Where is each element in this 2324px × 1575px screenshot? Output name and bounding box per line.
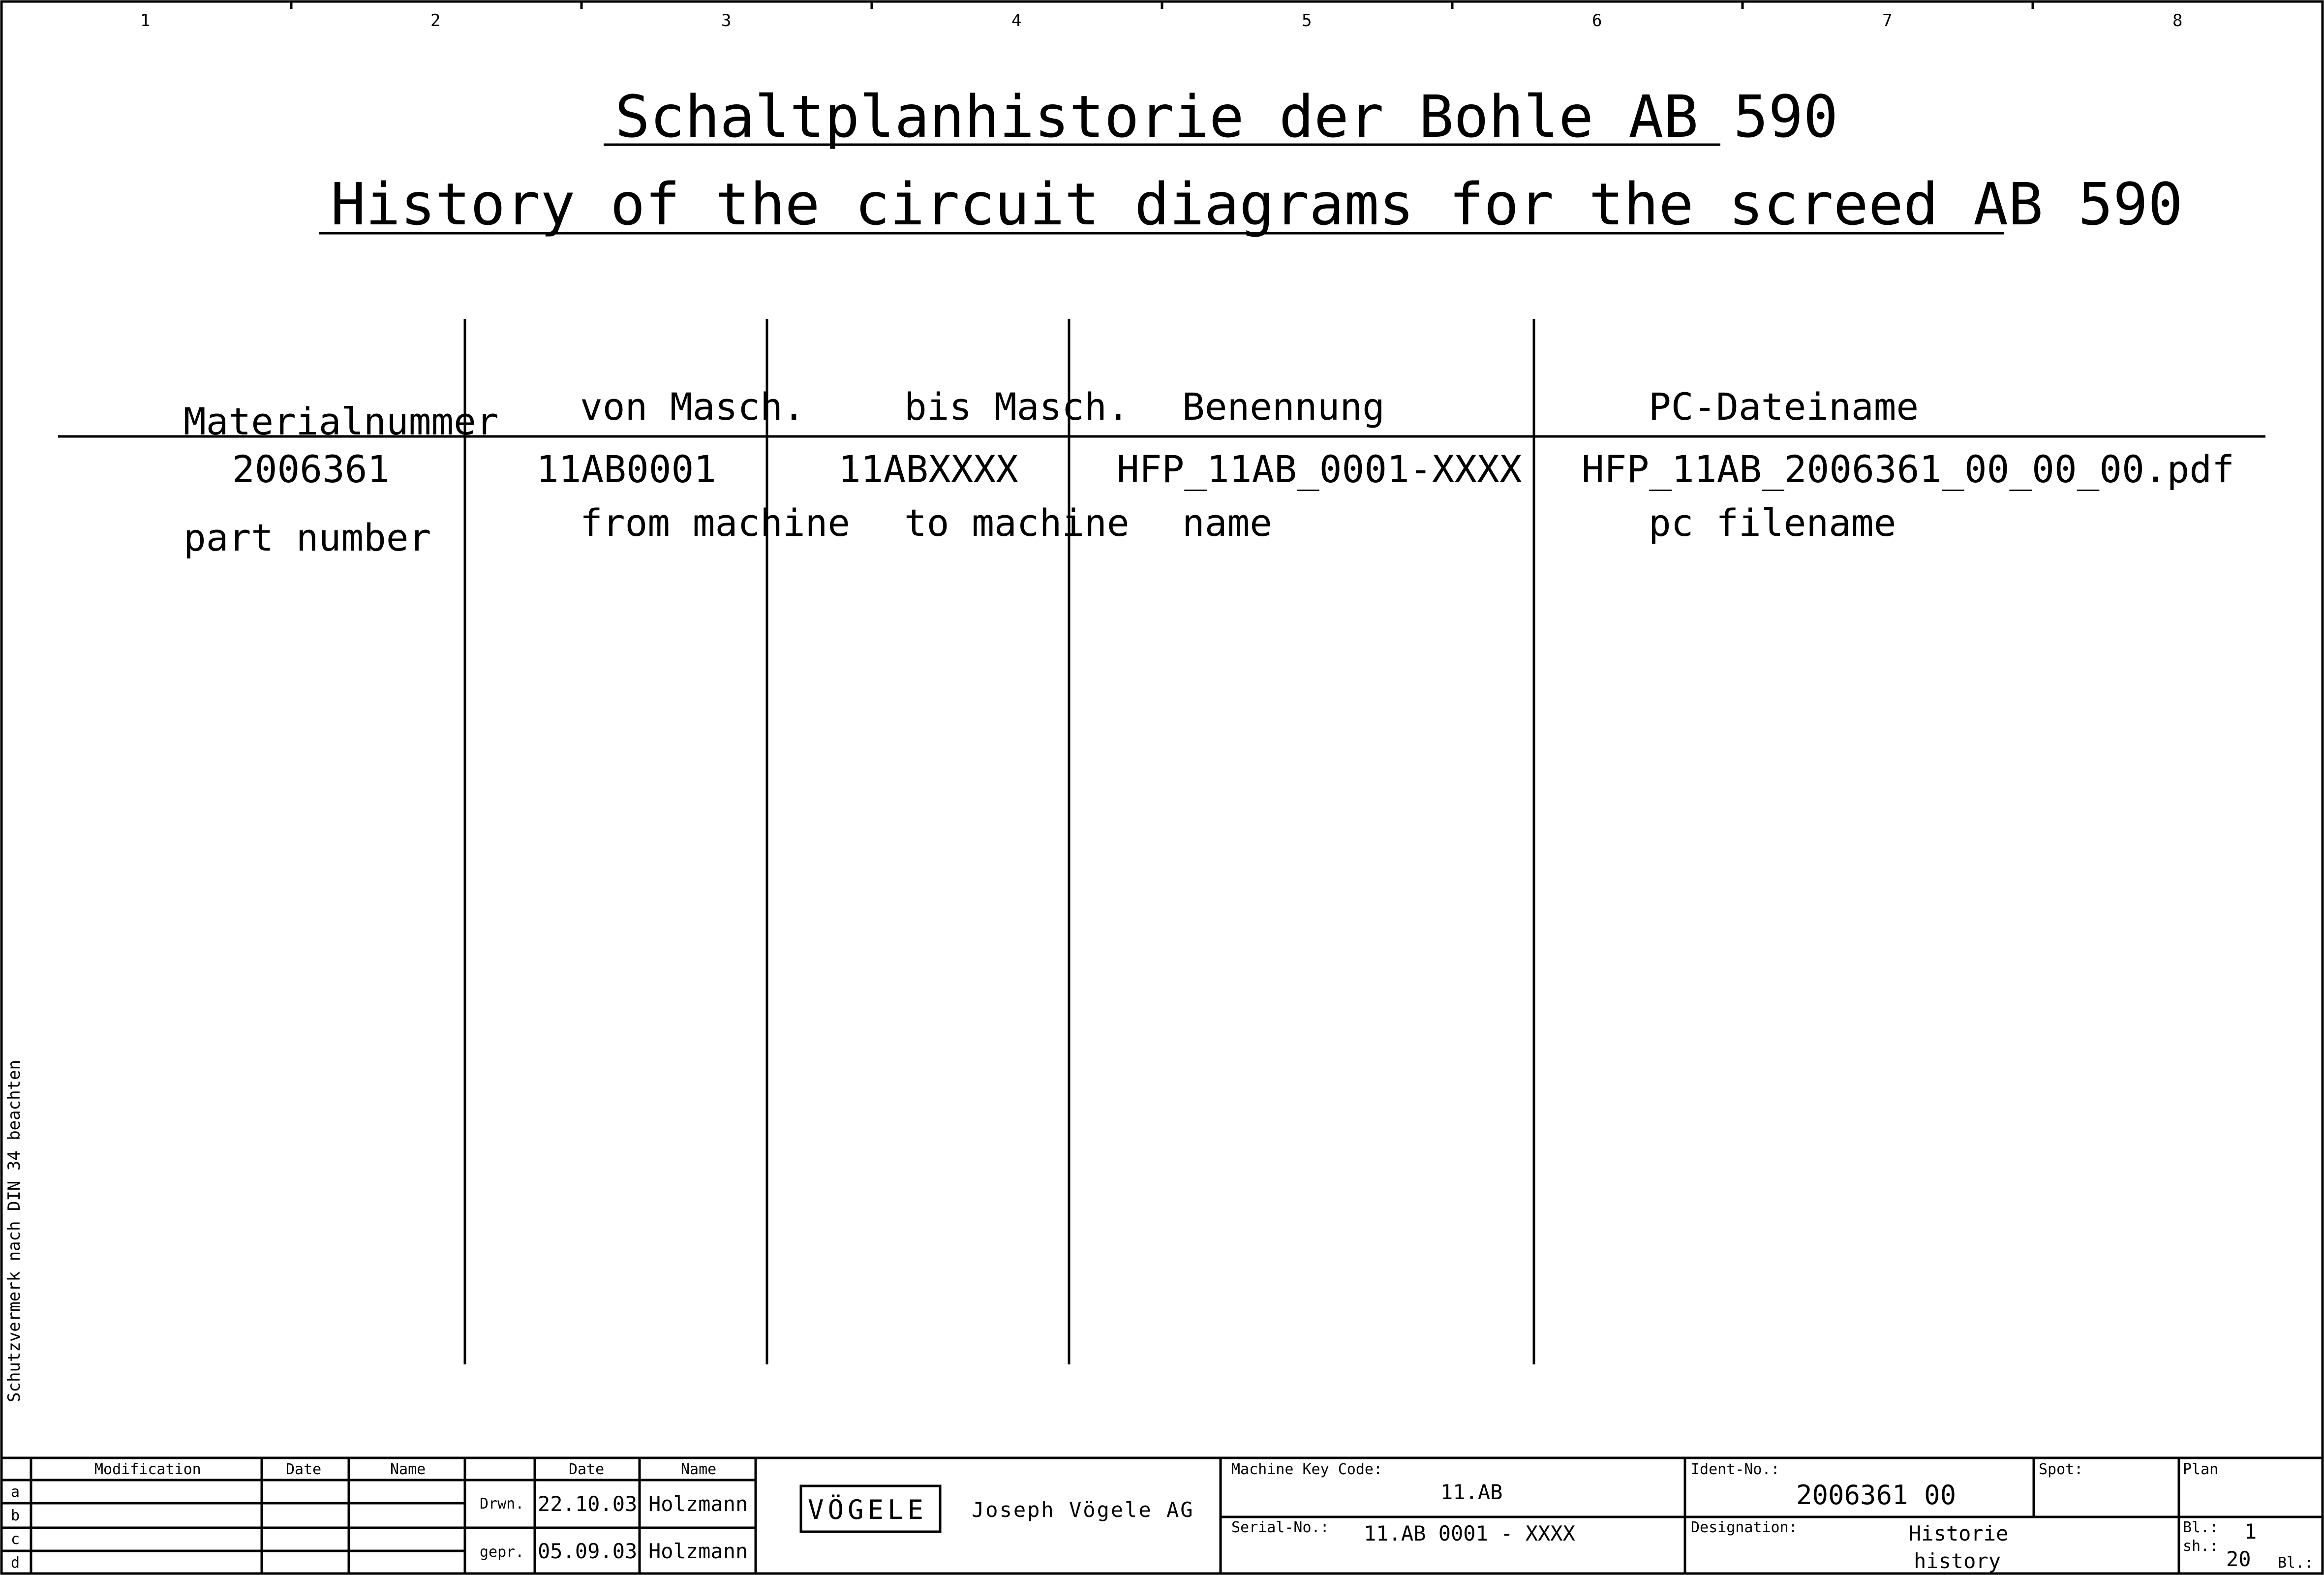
sign-header-date: Date — [569, 1461, 605, 1478]
mod-header-name: Name — [390, 1461, 426, 1478]
revision-letter: b — [11, 1507, 20, 1524]
drawn-date: 22.10.03 — [538, 1492, 638, 1516]
revision-letter: c — [11, 1531, 20, 1548]
header-en: pc filename — [1649, 501, 1896, 545]
sheet-label-de: Bl.: — [2183, 1519, 2219, 1536]
checked-name: Holzmann — [648, 1539, 748, 1563]
company-name: Joseph Vögele AG — [972, 1498, 1194, 1522]
checked-label: gepr. — [480, 1544, 524, 1561]
protection-note: Schutzvermerk nach DIN 34 beachten — [4, 1060, 24, 1402]
header-en: part number — [183, 516, 431, 559]
zone-number: 6 — [1592, 11, 1602, 31]
machine-key-value: 11.AB — [1440, 1480, 1503, 1504]
header-en: name — [1182, 501, 1273, 545]
sheet-label-en: sh.: — [2183, 1538, 2219, 1555]
plan-label: Plan — [2183, 1461, 2219, 1478]
company-logo: VÖGELE — [808, 1494, 928, 1525]
zone-number: 1 — [140, 11, 151, 31]
designation-de: Historie — [1909, 1521, 2009, 1545]
header-de: PC-Dateiname — [1649, 385, 1919, 429]
revision-letter: a — [11, 1483, 20, 1501]
page-title-english: History of the circuit diagrams for the screed AB 590 — [331, 170, 2183, 238]
mod-header-date: Date — [286, 1461, 322, 1478]
zone-number: 3 — [721, 11, 732, 31]
header-de: Benennung — [1182, 385, 1385, 429]
sheet-number: 1 — [2244, 1519, 2257, 1544]
cell-pc-filename: HFP_11AB_2006361_00_00_00.pdf — [1582, 447, 2234, 491]
ident-value: 2006361 00 — [1796, 1480, 1957, 1511]
checked-date: 05.09.03 — [538, 1539, 638, 1563]
zone-number: 5 — [1302, 11, 1312, 31]
revision-letter: d — [11, 1554, 20, 1572]
ident-label: Ident-No.: — [1691, 1461, 1780, 1478]
sign-header-name: Name — [681, 1461, 717, 1478]
header-de: von Masch. — [580, 385, 805, 429]
serial-label: Serial-No.: — [1231, 1519, 1329, 1536]
spot-label: Spot: — [2039, 1461, 2083, 1478]
mod-header-modification: Modification — [94, 1461, 201, 1478]
sheet-total: 20 — [2226, 1547, 2251, 1571]
serial-value: 11.AB 0001 - XXXX — [1364, 1521, 1575, 1545]
designation-en: history — [1914, 1549, 2001, 1573]
machine-key-label: Machine Key Code: — [1231, 1461, 1383, 1478]
cell-to-machine: 11ABXXXX — [838, 447, 1019, 491]
cell-from-machine: 11AB0001 — [536, 447, 717, 491]
designation-label: Designation: — [1691, 1519, 1798, 1536]
zone-number: 7 — [1882, 11, 1893, 31]
zone-number: 2 — [430, 11, 441, 31]
zone-number: 4 — [1011, 11, 1022, 31]
drawn-name: Holzmann — [648, 1492, 748, 1516]
header-en: from machine — [580, 501, 851, 545]
cell-name: HFP_11AB_0001-XXXX — [1117, 447, 1522, 491]
sheet-label-right: Bl.: — [2278, 1554, 2314, 1572]
cell-part-number: 2006361 — [232, 447, 390, 491]
header-de: bis Masch. — [904, 385, 1130, 429]
header-de: Materialnummer — [183, 400, 499, 443]
header-en: to machine — [904, 501, 1130, 545]
page-title-german: Schaltplanhistorie der Bohle AB 590 — [615, 83, 1838, 151]
zone-number: 8 — [2172, 11, 2183, 31]
drawn-label: Drwn. — [480, 1495, 524, 1513]
